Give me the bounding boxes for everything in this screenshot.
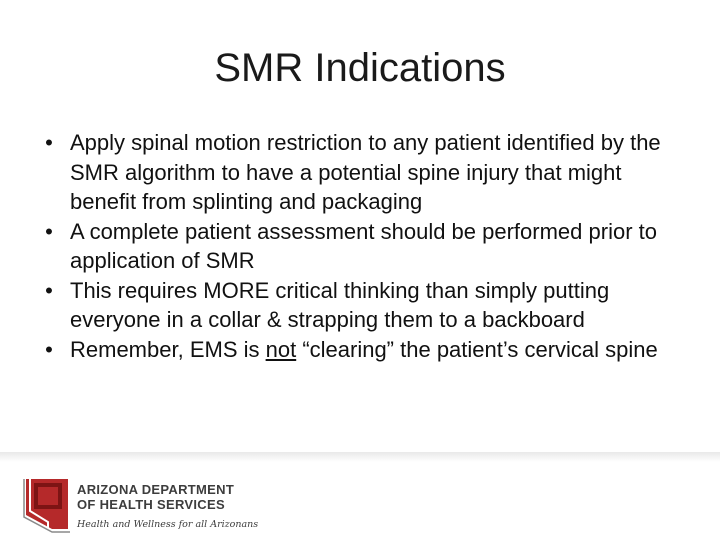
underlined-emphasis: not [265,336,297,362]
bullet-text: Apply spinal motion restriction to any patient identified by the SMR algorithm to have a potential spine injury that might benefit from splinting and packaging [70,130,661,214]
slide-title: SMR Indications [214,46,506,90]
bullet-text-segment: Remember, EMS is [70,336,266,362]
org-name [77,482,234,512]
bullet-list [42,128,692,364]
bullet-item [42,217,692,276]
bullet-item [42,276,692,335]
bullet-text: A complete patient assessment should be performed prior to application of SMR [70,218,657,273]
bullet-text: This requires MORE critical thinking than simply putting everyone in a collar & strapping them to a backboard [70,277,610,332]
bullet-item [42,335,692,365]
bullet-dot: • [45,218,53,244]
bullet-dot: • [45,277,53,303]
bullet-dot: • [45,130,53,155]
bullet-text-segment: “clearing” the patient’s cervical spine [296,336,658,362]
org-name-line2: OF HEALTH SERVICES [77,497,225,512]
bullet-dot: • [45,336,53,362]
org-name-line1: ARIZONA DEPARTMENT [77,482,235,497]
org-tagline: Health and Wellness for all Arizonans [77,519,259,530]
footer-divider-shadow [0,452,720,462]
bullet-item [42,128,692,217]
arizona-state-map-icon [22,475,72,535]
bullet-text [70,337,658,362]
